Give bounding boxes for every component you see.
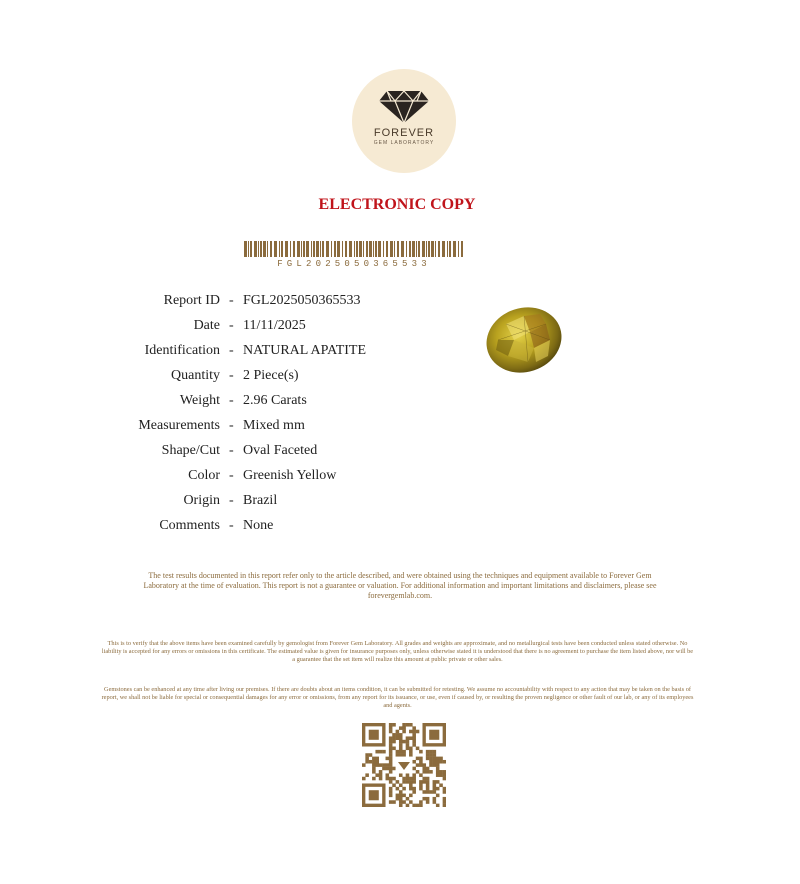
field-label: Identification: [144, 343, 220, 358]
field-separator: -: [229, 418, 234, 433]
barcode-bar: [383, 241, 384, 257]
field-value: None: [243, 518, 274, 533]
field-label: Measurements: [138, 418, 220, 433]
barcode-bar: [453, 241, 456, 257]
barcode-bar: [274, 241, 277, 257]
barcode-bar: [303, 241, 305, 257]
barcode-bar: [250, 241, 252, 257]
enhancement-disclaimer: Gemstones can be enhanced at any time after living our premises. If there are doubts about an items condition, it can be submitted for retesting. We assume no accountability with respect to any action that may be taken on the basis of report, we shall not be liable for special or consequential damages for any error or omissions, from any report for its issuance, or use, even if caused by, or resulting the proven negligence or other fault of our lab, or any of its employees and agents.: [101, 686, 694, 709]
field-row: [0, 293, 480, 313]
lab-logo: [352, 69, 456, 173]
barcode-bar: [313, 241, 315, 257]
field-value: 2.96 Carats: [243, 393, 307, 408]
barcode-bar: [263, 241, 266, 257]
qr-code[interactable]: [362, 723, 446, 807]
field-separator: -: [229, 318, 234, 333]
field-row: [0, 493, 480, 513]
barcode-bar: [375, 241, 377, 257]
barcode-bar: [345, 241, 347, 257]
barcode-bar: [442, 241, 445, 257]
barcode-bar: [412, 241, 415, 257]
barcode-bar: [285, 241, 288, 257]
barcode-bar: [320, 241, 321, 257]
barcode-bar: [406, 241, 407, 257]
barcode-bar: [422, 241, 425, 257]
barcode-bar: [401, 241, 404, 257]
page-title: ELECTRONIC COPY: [318, 196, 476, 213]
barcode-bar: [418, 241, 420, 257]
barcode-bar: [428, 241, 430, 257]
field-value: 2 Piece(s): [243, 368, 299, 383]
barcode-bar: [366, 241, 368, 257]
field-separator: -: [229, 343, 234, 358]
barcode-bar: [337, 241, 340, 257]
field-value: Greenish Yellow: [243, 468, 337, 483]
barcode-bar: [316, 241, 319, 257]
field-value: Brazil: [243, 493, 278, 508]
logo-name: FOREVER: [373, 127, 435, 139]
field-label: Quantity: [171, 368, 220, 383]
barcode-bar: [342, 241, 343, 257]
barcode-bar: [369, 241, 372, 257]
barcode-bar: [363, 241, 364, 257]
barcode-number: FGL2025050365533: [277, 259, 431, 269]
barcode-bar: [435, 241, 436, 257]
test-results-note: The test results documented in this report refer only to the article described, and were obtained using the techniques and equipment available to Forever Gem Laboratory at the time of evaluation. This report is not a guarantee or valuation. For additional information and important limitations and disclaimers, please see forevergemlab.com.: [143, 571, 657, 600]
field-row: [0, 368, 480, 388]
field-row: [0, 343, 480, 363]
barcode-bar: [297, 241, 300, 257]
barcode-bar: [349, 241, 352, 257]
field-value: 11/11/2025: [243, 318, 306, 333]
barcode-bar: [386, 241, 388, 257]
field-label: Color: [188, 468, 220, 483]
gemstone-image: [484, 306, 566, 376]
barcode-bar: [260, 241, 262, 257]
field-value: Mixed mm: [243, 418, 305, 433]
barcode-bar: [322, 241, 324, 257]
diamond-icon: [377, 89, 431, 125]
barcode-bar: [359, 241, 362, 257]
barcode-bar: [426, 241, 427, 257]
field-value: Oval Faceted: [243, 443, 318, 458]
barcode-bar: [279, 241, 280, 257]
barcode-bar: [373, 241, 374, 257]
barcode-bar: [270, 241, 272, 257]
field-row: [0, 518, 480, 538]
field-row: [0, 443, 480, 463]
barcode-bar: [409, 241, 411, 257]
barcode-bar: [281, 241, 283, 257]
barcode-bar: [290, 241, 291, 257]
field-label: Report ID: [163, 293, 220, 308]
field-separator: -: [229, 293, 234, 308]
barcode-bar: [458, 241, 459, 257]
barcode-bar: [390, 241, 393, 257]
field-separator: -: [229, 443, 234, 458]
barcode-bar: [334, 241, 336, 257]
verification-disclaimer: This is to verify that the above items have been examined carefully by gemologist from Forever Gem Laboratory. All grades and weights are approximate, and no metallurgical tests have been conducted unless stated otherwise. No liability is accepted for any errors or omissions in this certificate. The estimated value is given for insurance purposes only, unless otherwise stated it is understood that there is no agreement to purchase the item listed above, nor will be a guarantee that the set item will realize this amount at public private or other sales.: [101, 640, 694, 663]
field-separator: -: [229, 518, 234, 533]
field-label: Date: [193, 318, 220, 333]
barcode-bar: [354, 241, 355, 257]
barcode-bar: [394, 241, 395, 257]
field-label: Comments: [159, 518, 220, 533]
field-value: NATURAL APATITE: [243, 343, 367, 358]
field-value: FGL2025050365533: [243, 293, 361, 308]
barcode-image: [244, 241, 464, 257]
barcode-bar: [311, 241, 312, 257]
barcode-bar: [431, 241, 434, 257]
field-separator: -: [229, 468, 234, 483]
barcode-bar: [306, 241, 309, 257]
field-label: Shape/Cut: [161, 443, 220, 458]
field-separator: -: [229, 368, 234, 383]
barcode-bar: [267, 241, 268, 257]
field-separator: -: [229, 393, 234, 408]
barcode-bar: [293, 241, 295, 257]
field-row: [0, 468, 480, 488]
field-row: [0, 393, 480, 413]
barcode-bar: [447, 241, 448, 257]
barcode-bar: [244, 241, 247, 257]
barcode-bar: [248, 241, 249, 257]
barcode-bar: [301, 241, 302, 257]
barcode-bar: [397, 241, 399, 257]
barcode-bar: [326, 241, 329, 257]
field-label: Weight: [179, 393, 220, 408]
barcode-bar: [416, 241, 417, 257]
barcode-bar: [461, 241, 463, 257]
field-label: Origin: [183, 493, 220, 508]
field-separator: -: [229, 493, 234, 508]
barcode-bar: [356, 241, 358, 257]
field-row: [0, 318, 480, 338]
field-row: [0, 418, 480, 438]
barcode-bar: [449, 241, 451, 257]
barcode-bar: [258, 241, 259, 257]
barcode-bar: [331, 241, 332, 257]
barcode-bar: [438, 241, 440, 257]
barcode-bar: [254, 241, 257, 257]
logo-subtitle: GEM LABORATORY: [373, 140, 435, 146]
barcode-bar: [378, 241, 381, 257]
